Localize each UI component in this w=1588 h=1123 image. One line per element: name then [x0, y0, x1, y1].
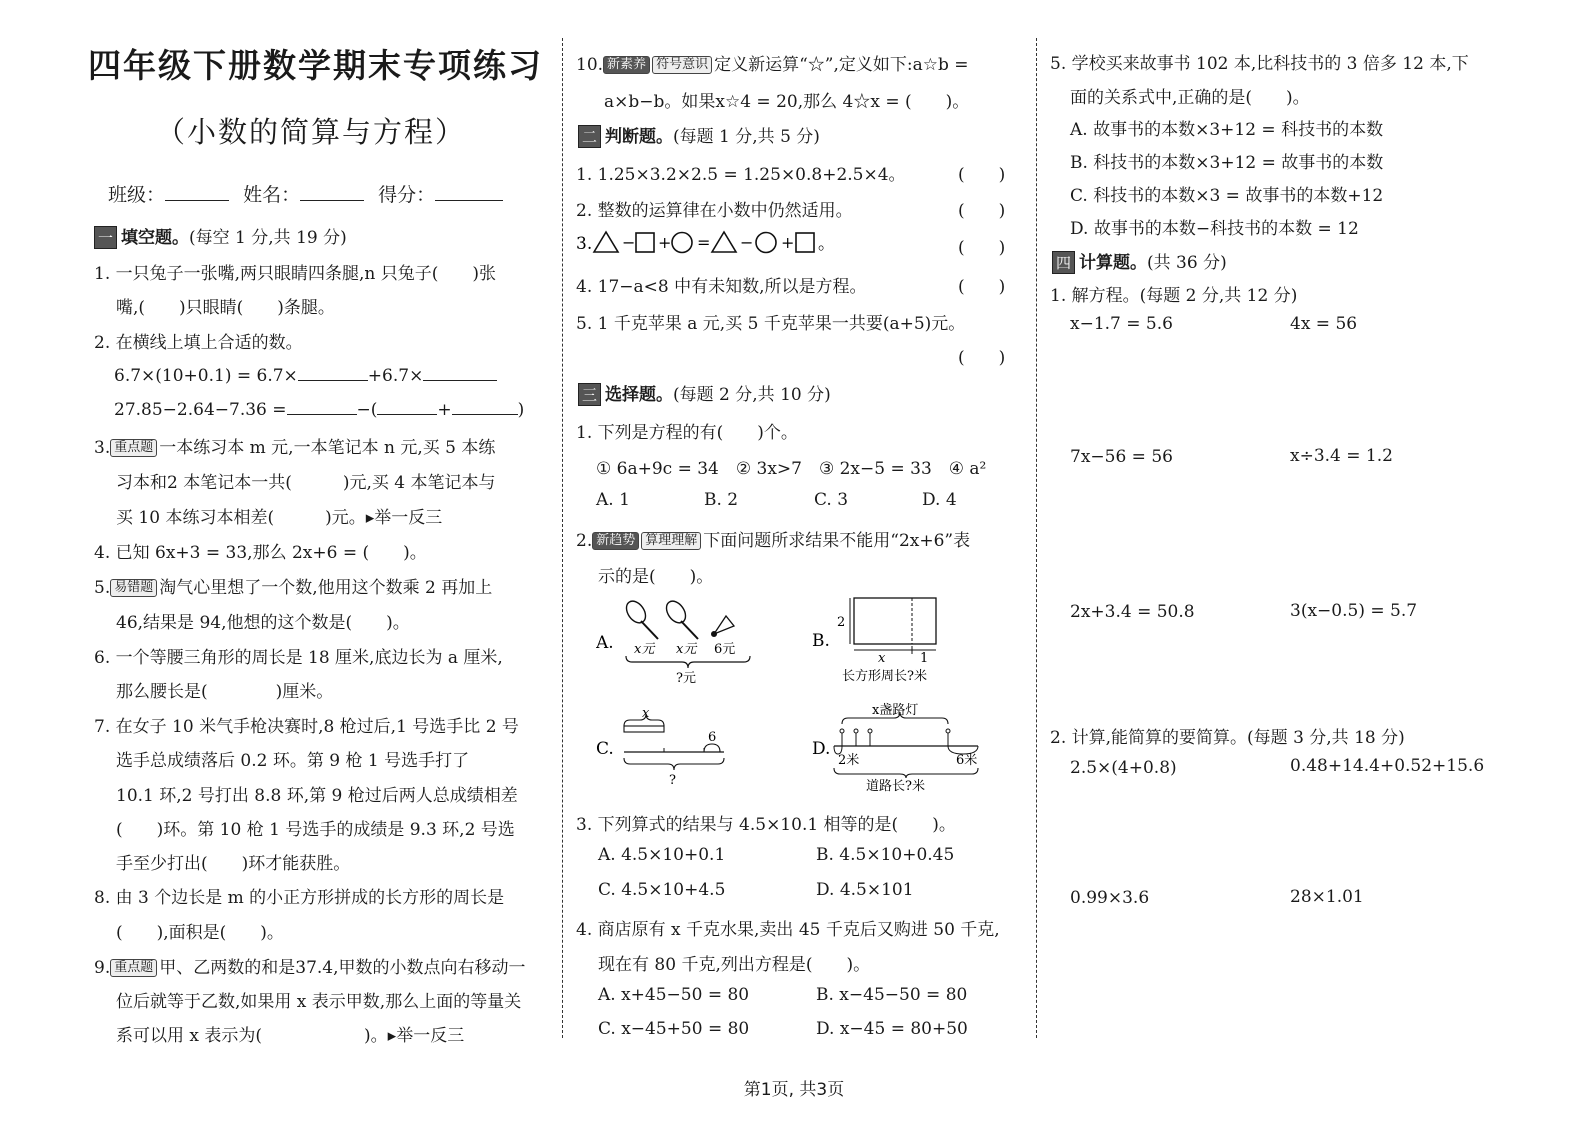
square-icon [796, 233, 814, 252]
s2-q3-period: 。 [818, 234, 835, 254]
s2-q3 [576, 228, 876, 258]
s3-q2-line2: 示的是( )。 [598, 567, 714, 587]
s1-q8-line2: ( ),面积是( )。 [116, 923, 284, 943]
rectangle-shape [854, 598, 936, 644]
s3-q1: 1. 下列是方程的有( )个。 [576, 423, 798, 443]
s1-q2-expr2: 27.85−2.64−7.36 = [114, 400, 287, 420]
section-3-points: (每题 2 分,共 10 分) [673, 385, 831, 405]
s1-q9-line3: 系可以用 x 表示为( )。▸举一反三 [116, 1026, 465, 1046]
s4-calc-4: 28×1.01 [1290, 887, 1364, 907]
s3-q4-option-a[interactable]: A. x+45−50 = 80 [598, 985, 750, 1005]
s1-q7-line2: 选手总成绩落后 0.2 环。第 9 枪 1 号选手打了 [116, 751, 470, 771]
s3-q2-text1: 下面问题所求结果不能用“2x+6”表 [703, 531, 971, 551]
figure-c-label: C. [596, 739, 614, 759]
figure-a-x1: x元 [634, 642, 655, 657]
key-question-tag-2: 重点题 [110, 959, 157, 977]
s4-calc-1: 2.5×(4+0.8) [1070, 758, 1177, 778]
s1-q10-line2: a×b−b。如果x☆4 = 20,那么 4☆x = ( )。 [604, 92, 970, 112]
s2-q1: 1. 1.25×3.2×2.5 = 1.25×0.8+2.5×4。 [576, 165, 906, 185]
s1-q8-line1: 8. 由 3 个边长是 m 的小正方形拼成的长方形的周长是 [94, 888, 505, 908]
section-3-number: 三 [578, 383, 601, 406]
s3-q5-line1: 5. 学校买来故事书 102 本,比科技书的 3 倍多 12 本,下 [1050, 54, 1469, 74]
section-3-header [578, 380, 831, 406]
s2-q4-answer[interactable]: ( ) [958, 277, 1006, 297]
triangle-icon [594, 232, 618, 252]
s1-q3-line1 [94, 433, 495, 458]
section-3-title: 选择题。 [605, 385, 674, 405]
square-icon [636, 233, 654, 252]
figure-d-six: 6米 [956, 753, 978, 768]
figure-b-label: B. [812, 631, 830, 651]
s3-q1-option-b[interactable]: B. 2 [704, 490, 739, 510]
figure-d-road[interactable] [812, 698, 1002, 794]
racket-icon [663, 598, 698, 639]
s1-q2-expr1: 6.7×(10+0.1) = 6.7× [114, 366, 298, 386]
s3-q4-option-d[interactable]: D. x−45 = 80+50 [816, 1019, 968, 1039]
section-2-header [578, 122, 820, 148]
s1-q3-number: 3. [94, 438, 111, 458]
s3-q4-line2: 现在有 80 千克,列出方程是( )。 [598, 955, 871, 975]
s3-q3-option-d[interactable]: D. 4.5×101 [816, 880, 914, 900]
page-title: 四年级下册数学期末专项练习 [88, 46, 543, 85]
s4-equation-4: x÷3.4 = 1.2 [1290, 446, 1393, 466]
figure-b-caption: 长方形周长?米 [842, 669, 927, 684]
s1-q7-line3: 10.1 环,2 号打出 8.8 环,第 9 枪过后两人总成绩相差 [116, 786, 518, 806]
figure-b-one: 1 [920, 651, 929, 666]
s1-q9-number: 9. [94, 958, 111, 978]
figure-c-six: 6 [708, 730, 717, 745]
s1-q9-line2: 位后就等于乙数,如果用 x 表示甲数,那么上面的等量关 [116, 992, 522, 1012]
symbol-sense-tag: 符号意识 [652, 56, 712, 74]
s2-q3-answer[interactable]: ( ) [958, 238, 1006, 258]
figure-d-two: 2米 [838, 753, 860, 768]
figure-d-label: D. [812, 739, 831, 759]
s1-q10-text1: 定义新运算“☆”,定义如下:a☆b = [714, 55, 969, 75]
s1-q1-line2: 嘴,( )只眼睛( )条腿。 [116, 298, 335, 318]
s3-q4-option-b[interactable]: B. x−45−50 = 80 [816, 985, 968, 1005]
figure-c-total: ? [669, 773, 676, 788]
lamp-icon [840, 729, 950, 746]
s1-q3-line3: 买 10 本练习本相差( )元。▸举一反三 [116, 508, 443, 528]
s3-q4-line1: 4. 商店原有 x 千克水果,卖出 45 千克后又购进 50 千克, [576, 920, 1000, 940]
s2-q3-equals: = [697, 233, 711, 252]
s3-q3-option-a[interactable]: A. 4.5×10+0.1 [598, 845, 726, 865]
minus-sign: − [740, 233, 754, 252]
figure-b-x: x [878, 651, 886, 666]
class-label: 班级： [108, 184, 166, 206]
s4-equation-3: 7x−56 = 56 [1070, 447, 1173, 467]
s1-q5-text1: 淘气心里想了一个数,他用这个数乘 2 再加上 [159, 578, 493, 598]
s1-q2-line3 [114, 398, 524, 420]
shuttlecock-icon [711, 616, 734, 637]
s1-q7-line1: 7. 在女子 10 米气手枪决赛时,8 枪过后,1 号选手比 2 号 [94, 717, 519, 737]
s4-equation-1: x−1.7 = 5.6 [1070, 314, 1173, 334]
figure-a-brace [626, 656, 750, 668]
error-prone-tag: 易错题 [110, 579, 157, 597]
s2-q1-answer[interactable]: ( ) [958, 165, 1006, 185]
s1-q3-line2: 习本和2 本笔记本一共( )元,买 4 本笔记本与 [116, 473, 496, 493]
circle-icon [756, 233, 776, 253]
s1-q9-text1: 甲、乙两数的和是37.4,甲数的小数点向右移动一 [159, 958, 526, 978]
s3-q1-option-c[interactable]: C. 3 [814, 490, 849, 510]
s1-q2-minus: −( [356, 400, 378, 420]
s1-q2-blank5[interactable] [452, 398, 518, 415]
score-label: 得分： [378, 184, 436, 206]
s3-q1-option-a[interactable]: A. 1 [596, 490, 630, 510]
new-trend-tag: 新趋势 [592, 532, 639, 550]
s1-q4: 4. 已知 6x+3 = 33,那么 2x+6 = ( )。 [94, 543, 427, 563]
section-4-title: 计算题。 [1079, 253, 1148, 273]
class-field[interactable] [165, 184, 229, 201]
s1-q2-blank1[interactable] [298, 364, 368, 381]
s1-q7-line4: ( )环。第 10 枪 1 号选手的成绩是 9.3 环,2 号选 [116, 820, 515, 840]
figure-a-x2: x元 [676, 642, 697, 657]
section-4-points: (共 36 分) [1147, 253, 1227, 273]
s3-q3: 3. 下列算式的结果与 4.5×10.1 相等的是( )。 [576, 815, 956, 835]
s4-equation-5: 2x+3.4 = 50.8 [1070, 602, 1195, 622]
s3-q1-items: ① 6a+9c = 34 ② 3x>7 ③ 2x−5 = 33 ④ a² [596, 459, 987, 479]
student-info [108, 180, 503, 207]
s3-q5-option-c[interactable]: C. 科技书的本数×3 = 故事书的本数+12 [1070, 186, 1384, 206]
section-1-header [94, 223, 347, 249]
s3-q3-option-c[interactable]: C. 4.5×10+4.5 [598, 880, 726, 900]
s3-q5-option-b[interactable]: B. 科技书的本数×3+12 = 故事书的本数 [1070, 153, 1384, 173]
s4-equation-2: 4x = 56 [1290, 314, 1358, 334]
circle-icon [672, 233, 692, 253]
s1-q6-line2: 那么腰长是( )厘米。 [116, 682, 334, 702]
score-field[interactable] [435, 184, 503, 201]
s4-part2-heading: 2. 计算,能简算的要简算。(每题 3 分,共 18 分) [1050, 728, 1405, 748]
s1-q2-line2 [114, 364, 497, 386]
section-4-number: 四 [1052, 251, 1075, 274]
s2-q3-number: 3. [576, 234, 593, 254]
s1-q10-number: 10. [576, 55, 604, 75]
s1-q5-number: 5. [94, 578, 111, 598]
s2-q2-answer[interactable]: ( ) [958, 201, 1006, 221]
s1-q2-line1: 2. 在横线上填上合适的数。 [94, 333, 303, 353]
s1-q2-plus2: + [437, 400, 452, 420]
reasoning-tag: 算理理解 [641, 532, 701, 550]
s1-q2-blank3[interactable] [287, 398, 357, 415]
s4-part1-heading: 1. 解方程。(每题 2 分,共 12 分) [1050, 286, 1298, 306]
s2-q5: 5. 1 千克苹果 a 元,买 5 千克苹果一共要(a+5)元。 [576, 314, 966, 334]
figure-d-caption: 道路长?米 [866, 779, 925, 794]
s3-q3-option-b[interactable]: B. 4.5×10+0.45 [816, 845, 955, 865]
s1-q5-line1 [94, 573, 492, 598]
s1-q6-line1: 6. 一个等腰三角形的周长是 18 厘米,底边长为 a 厘米, [94, 648, 503, 668]
key-question-tag: 重点题 [110, 439, 157, 457]
s1-q2-blank2[interactable] [423, 364, 497, 381]
s1-q1-line1: 1. 一只兔子一张嘴,两只眼睛四条腿,n 只兔子( )张 [94, 264, 497, 284]
figure-b-height: 2 [837, 615, 846, 630]
s4-calc-3: 0.99×3.6 [1070, 888, 1150, 908]
minus-sign: − [622, 233, 636, 252]
plus-sign: + [658, 233, 672, 252]
name-label: 姓名： [243, 184, 301, 206]
s2-q5-answer[interactable]: ( ) [958, 348, 1006, 368]
section-4-header [1052, 248, 1227, 274]
s1-q2-blank4[interactable] [377, 398, 437, 415]
s1-q2-close: ) [517, 400, 525, 420]
section-1-points: (每空 1 分,共 19 分) [189, 228, 347, 248]
plus-sign: + [781, 233, 795, 252]
figure-a-rackets[interactable] [596, 596, 776, 686]
s1-q10-line1 [576, 50, 969, 75]
s1-q7-line5: 手至少打出( )环才能获胜。 [116, 854, 351, 874]
figure-a-six: 6元 [714, 642, 736, 657]
figure-d-lamps: x盏路灯 [872, 703, 919, 718]
page-subtitle: （小数的简算与方程） [156, 115, 467, 149]
section-2-number: 二 [578, 125, 601, 148]
section-2-title: 判断题。 [605, 127, 674, 147]
triangle-icon [712, 232, 736, 252]
figure-a-label: A. [596, 633, 614, 653]
racket-icon [623, 598, 658, 639]
name-field[interactable] [300, 184, 364, 201]
section-1-number: 一 [94, 226, 117, 249]
s2-q4: 4. 17−a<8 中有未知数,所以是方程。 [576, 277, 867, 297]
s3-q5-line2: 面的关系式中,正确的是( )。 [1070, 88, 1310, 108]
figure-c-segments[interactable] [596, 704, 756, 788]
s3-q5-option-d[interactable]: D. 故事书的本数−科技书的本数 = 12 [1070, 219, 1359, 239]
shape-equation [576, 228, 876, 258]
s2-q2: 2. 整数的运算律在小数中仍然适用。 [576, 201, 853, 221]
s4-calc-2: 0.48+14.4+0.52+15.6 [1290, 756, 1485, 776]
page-footer: 第1页, 共3页 [743, 1080, 845, 1100]
new-literacy-tag: 新素养 [603, 56, 650, 74]
column-divider-2 [1036, 38, 1037, 1038]
figure-c-x: x [642, 706, 650, 721]
s1-q9-line1 [94, 953, 526, 978]
s1-q5-line2: 46,结果是 94,他想的这个数是( )。 [116, 613, 410, 633]
section-1-title: 填空题。 [121, 228, 190, 248]
s1-q2-plus: +6.7× [367, 366, 424, 386]
s3-q5-option-a[interactable]: A. 故事书的本数×3+12 = 科技书的本数 [1070, 120, 1384, 140]
column-divider-1 [562, 38, 563, 1038]
figure-a-total: ?元 [676, 671, 696, 686]
s3-q2-number: 2. [576, 531, 593, 551]
s3-q2-line1 [576, 526, 970, 551]
s1-q3-text1: 一本练习本 m 元,一本笔记本 n 元,买 5 本练 [159, 438, 496, 458]
section-2-points: (每题 1 分,共 5 分) [673, 127, 820, 147]
figure-b-rectangle[interactable] [812, 594, 1002, 690]
s3-q1-option-d[interactable]: D. 4 [922, 490, 957, 510]
s3-q4-option-c[interactable]: C. x−45+50 = 80 [598, 1019, 750, 1039]
s4-equation-6: 3(x−0.5) = 5.7 [1290, 601, 1418, 621]
